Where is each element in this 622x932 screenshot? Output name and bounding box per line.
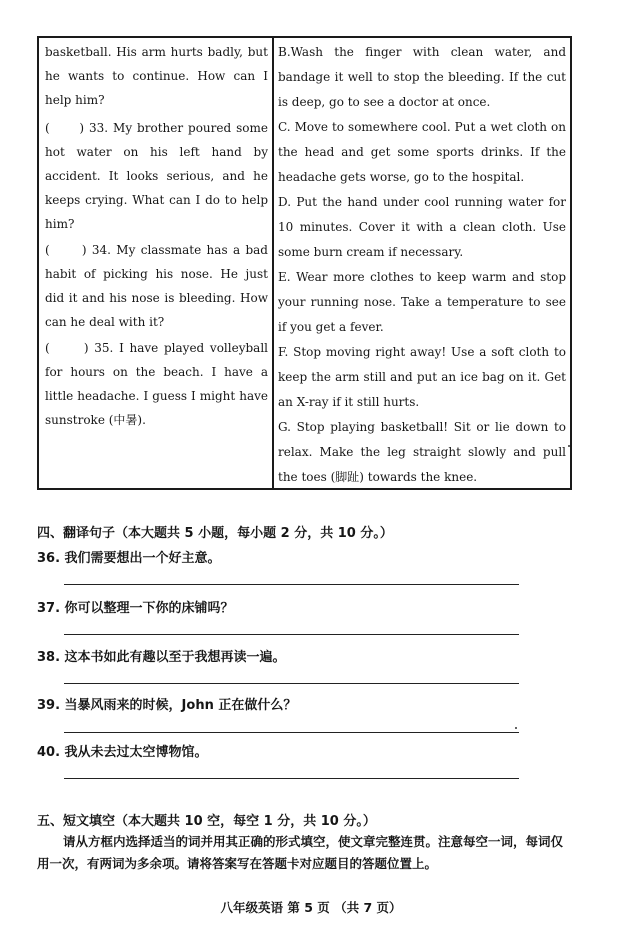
answer-line-36[interactable]	[64, 584, 519, 585]
translation-question-37: 37. 你可以整理一下你的床铺吗？	[37, 601, 234, 616]
matching-table	[37, 36, 572, 490]
answer-line-38[interactable]	[64, 683, 519, 684]
option-e: E. Wear more clothes to keep warm and stop your running nose. Take a temperature to see if you get a fever.	[278, 270, 566, 334]
stray-mark	[568, 445, 570, 447]
section-4-title: 四、翻译句子（本大题共 5 小题，每小题 2 分，共 10 分。）	[37, 526, 393, 541]
translation-question-38: 38. 这本书如此有趣以至于我想再读一遍。	[37, 650, 286, 665]
option-d: D. Put the hand under cool running water for 10 minutes. Cover it with a clean cloth. Use some burn cream if necessary.	[278, 195, 566, 259]
option-b: B.Wash the finger with clean water, and bandage it well to stop the bleeding. If the cut is deep, go to see a doctor at once.	[278, 45, 566, 109]
question-35: ( ) 35. I have played volleyball for hours on the beach. I have a little headache. I guess I might have sunstroke (中暑).	[45, 341, 268, 427]
option-f: F. Stop moving right away! Use a soft cloth to keep the arm still and put an ice bag on it. Get an X-ray if it still hurts.	[278, 345, 566, 409]
option-c: C. Move to somewhere cool. Put a wet cloth on the head and get some sports drinks. If the headache gets worse, go to the hospital.	[278, 120, 566, 184]
question-33: ( ) 33. My brother poured some hot water on his left hand by accident. It looks serious, and he keeps crying. What can I do to help him?	[45, 121, 268, 231]
translation-question-40: 40. 我从未去过太空博物馆。	[37, 745, 208, 760]
section-5-title: 五、短文填空（本大题共 10 空，每空 1 分，共 10 分。）	[37, 814, 376, 829]
answer-line-37[interactable]	[64, 634, 519, 635]
option-g: G. Stop playing basketball! Sit or lie down to relax. Make the leg straight slowly and pull the toes (脚趾) towards the knee.	[278, 420, 566, 484]
question-32-continued: basketball. His arm hurts badly, but he wants to continue. How can I help him?	[45, 45, 268, 107]
answer-line-40[interactable]	[64, 778, 519, 779]
translation-question-36: 36. 我们需要想出一个好主意。	[37, 551, 221, 566]
questions-column	[39, 38, 274, 488]
translation-question-39: 39. 当暴风雨来的时候，John 正在做什么？	[37, 698, 297, 713]
section-5-instruction	[37, 831, 567, 875]
options-column	[274, 38, 570, 488]
stray-mark	[515, 727, 517, 729]
answer-line-39[interactable]	[64, 732, 519, 733]
question-34: ( ) 34. My classmate has a bad habit of picking his nose. He just did it and his nose is bleeding. How can he deal with it?	[45, 243, 268, 329]
page-footer: 八年级英语 第 5 页 （共 7 页）	[220, 900, 402, 915]
instruction-text: 请从方框内选择适当的词并用其正确的形式填空，使文章完整连贯。注意每空一词，每词仅用一次，有两词为多余项。请将答案写在答题卡对应题目的答题位置上。	[37, 834, 564, 871]
